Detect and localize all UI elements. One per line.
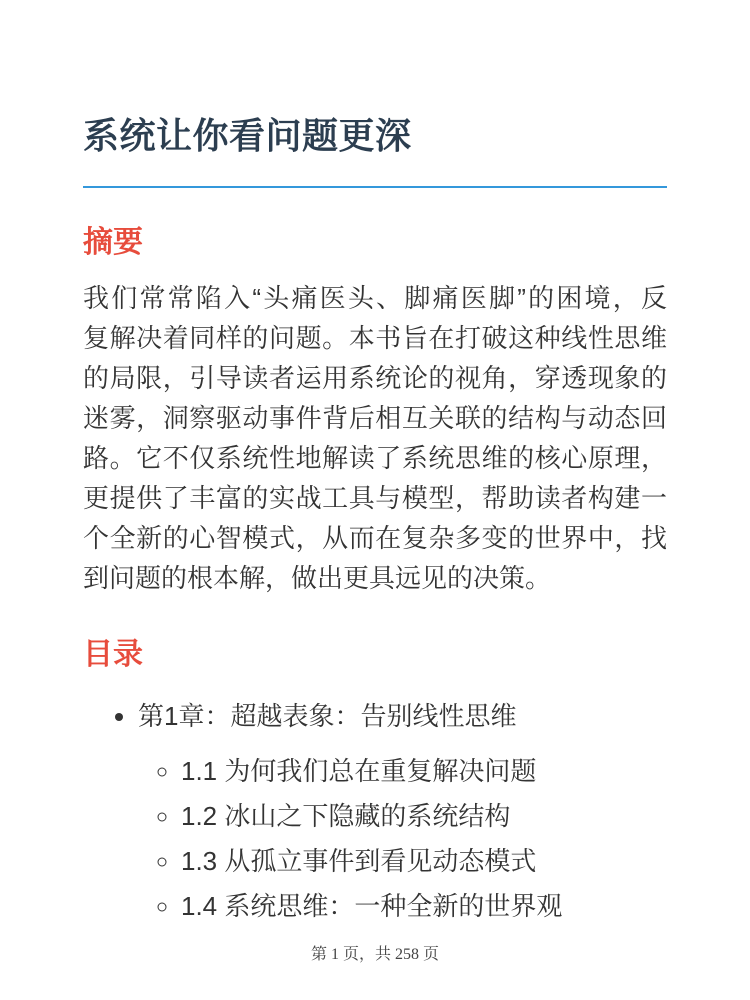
abstract-heading: 摘要 (83, 226, 143, 259)
toc-section-item: ◦ 1.2 冰山之下隐藏的系统结构 (181, 796, 667, 836)
abstract-paragraph (83, 278, 667, 598)
toc-chapter-label: 第1章：超越表象：告别线性思维 (138, 701, 517, 731)
abstract-line: 的局限，引导读者运用系统论的视角，穿透现象的 (83, 363, 667, 393)
page-number: 第 1 页，共 258 页 (310, 946, 439, 963)
toc-section-list (138, 751, 667, 926)
toc-section-item: ◦ 1.4 系统思维：一种全新的世界观 (181, 886, 667, 926)
toc-heading: 目录 (83, 638, 143, 671)
abstract-line: 个全新的心智模式，从而在复杂多变的世界中，找 (83, 523, 667, 553)
abstract-line: 更提供了丰富的实战工具与模型，帮助读者构建一 (83, 483, 667, 513)
toc-chapter-item (138, 696, 667, 926)
title-divider (83, 186, 667, 188)
abstract-line: 迷雾，洞察驱动事件背后相互关联的结构与动态回 (83, 403, 667, 433)
toc-section-item: ◦ 1.3 从孤立事件到看见动态模式 (181, 841, 667, 881)
abstract-line: 复解决着同样的问题。本书旨在打破这种线性思维 (83, 323, 667, 353)
toc-list (83, 696, 667, 926)
abstract-line: 到问题的根本解，做出更具远见的决策。 (83, 563, 552, 593)
toc-section-item: ◦ 1.1 为何我们总在重复解决问题 (181, 751, 667, 791)
abstract-line: 我们常常陷入“头痛医头、脚痛医脚”的困境，反 (83, 283, 667, 313)
page-title: 系统让你看问题更深 (83, 115, 412, 156)
abstract-line: 路。它不仅系统性地解读了系统思维的核心原理， (83, 443, 667, 473)
